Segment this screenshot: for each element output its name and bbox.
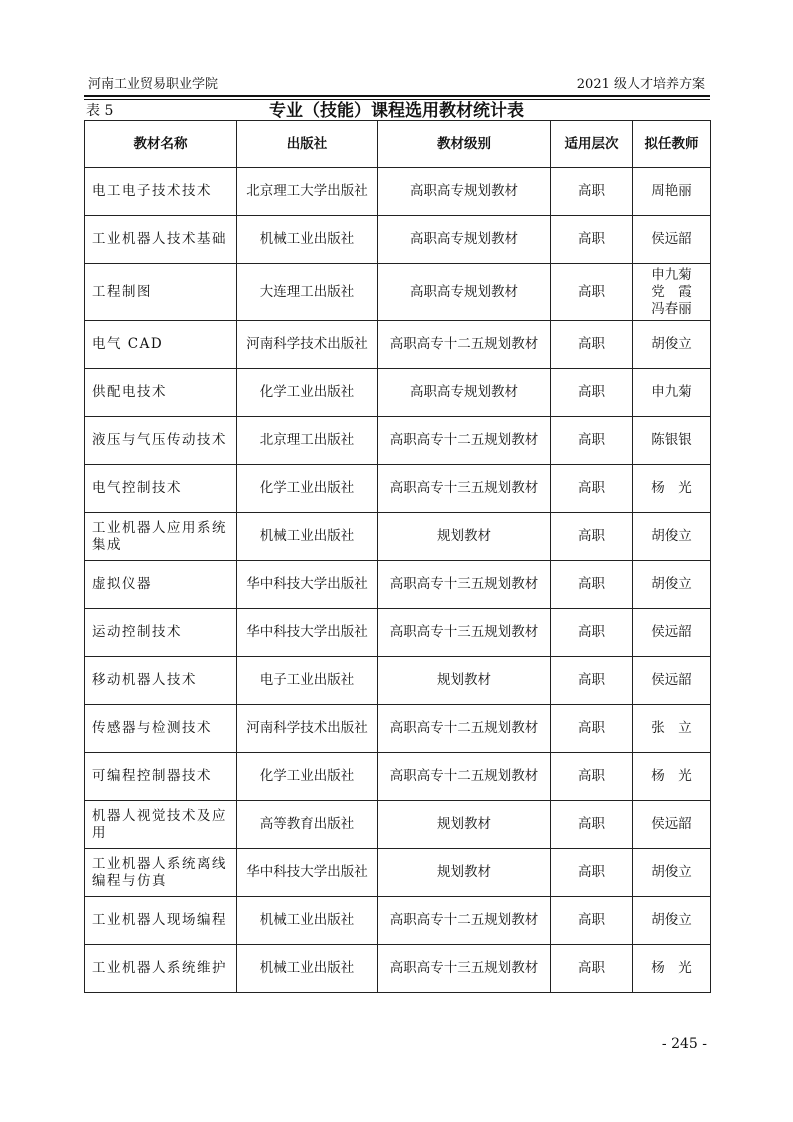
column-header-textbook-level: 教材级别 bbox=[378, 121, 551, 168]
textbook-name-cell: 电工电子技术技术 bbox=[85, 168, 237, 216]
textbook-level-cell: 高职高专十三五规划教材 bbox=[378, 465, 551, 513]
table-row bbox=[85, 465, 711, 513]
teacher-name: 侯远韶 bbox=[651, 816, 692, 832]
teacher-name: 胡俊立 bbox=[651, 528, 692, 544]
publisher-cell: 河南科学技术出版社 bbox=[237, 321, 378, 369]
applicable-tier-cell: 高职 bbox=[551, 561, 633, 609]
table-body bbox=[85, 168, 711, 993]
applicable-tier-cell: 高职 bbox=[551, 705, 633, 753]
textbook-name-cell: 工程制图 bbox=[85, 264, 237, 321]
teacher-name: 申九菊 bbox=[651, 266, 692, 283]
publisher-cell: 高等教育出版社 bbox=[237, 801, 378, 849]
textbook-name-cell: 工业机器人系统离线编程与仿真 bbox=[85, 849, 237, 897]
applicable-tier-cell: 高职 bbox=[551, 849, 633, 897]
publisher-cell: 华中科技大学出版社 bbox=[237, 609, 378, 657]
publisher-cell: 机械工业出版社 bbox=[237, 216, 378, 264]
teacher-name: 杨 光 bbox=[651, 960, 692, 976]
textbook-level-cell: 高职高专十三五规划教材 bbox=[378, 609, 551, 657]
teacher-name: 张 立 bbox=[651, 720, 692, 736]
textbook-level-cell: 规划教材 bbox=[378, 513, 551, 561]
teacher-cell bbox=[633, 945, 711, 993]
publisher-cell: 北京理工出版社 bbox=[237, 417, 378, 465]
publisher-cell: 机械工业出版社 bbox=[237, 945, 378, 993]
table-title: 专业（技能）课程选用教材统计表 bbox=[269, 101, 524, 121]
applicable-tier-cell: 高职 bbox=[551, 801, 633, 849]
teacher-cell bbox=[633, 417, 711, 465]
publisher-cell: 华中科技大学出版社 bbox=[237, 561, 378, 609]
applicable-tier-cell: 高职 bbox=[551, 945, 633, 993]
teacher-cell bbox=[633, 705, 711, 753]
column-header-teacher: 拟任教师 bbox=[633, 121, 711, 168]
publisher-cell: 机械工业出版社 bbox=[237, 513, 378, 561]
textbook-level-cell: 高职高专规划教材 bbox=[378, 369, 551, 417]
applicable-tier-cell: 高职 bbox=[551, 513, 633, 561]
publisher-cell: 北京理工大学出版社 bbox=[237, 168, 378, 216]
teacher-name: 侯远韶 bbox=[651, 624, 692, 640]
textbook-name-cell: 供配电技术 bbox=[85, 369, 237, 417]
applicable-tier-cell: 高职 bbox=[551, 897, 633, 945]
table-row bbox=[85, 168, 711, 216]
table-label: 表 5 bbox=[86, 103, 114, 119]
table-row bbox=[85, 321, 711, 369]
table-row bbox=[85, 417, 711, 465]
teacher-name: 侯远韶 bbox=[651, 231, 692, 247]
teacher-cell bbox=[633, 216, 711, 264]
table-row bbox=[85, 801, 711, 849]
teacher-cell bbox=[633, 753, 711, 801]
textbook-level-cell: 规划教材 bbox=[378, 657, 551, 705]
textbook-level-cell: 高职高专规划教材 bbox=[378, 168, 551, 216]
textbook-level-cell: 高职高专十三五规划教材 bbox=[378, 945, 551, 993]
header-rule-thick bbox=[84, 95, 710, 97]
applicable-tier-cell: 高职 bbox=[551, 609, 633, 657]
table-row bbox=[85, 369, 711, 417]
teacher-cell bbox=[633, 849, 711, 897]
table-header-row bbox=[85, 121, 711, 168]
column-header-applicable-tier: 适用层次 bbox=[551, 121, 633, 168]
publisher-cell: 机械工业出版社 bbox=[237, 897, 378, 945]
teacher-cell bbox=[633, 609, 711, 657]
textbook-level-cell: 高职高专十二五规划教材 bbox=[378, 321, 551, 369]
textbook-level-cell: 高职高专十二五规划教材 bbox=[378, 417, 551, 465]
teacher-name: 冯春丽 bbox=[651, 300, 692, 317]
textbook-name-cell: 移动机器人技术 bbox=[85, 657, 237, 705]
header-school-name: 河南工业贸易职业学院 bbox=[88, 77, 219, 92]
table-row bbox=[85, 753, 711, 801]
textbook-level-cell: 高职高专十二五规划教材 bbox=[378, 705, 551, 753]
textbook-name-cell: 电气控制技术 bbox=[85, 465, 237, 513]
textbook-name-cell: 机器人视觉技术及应用 bbox=[85, 801, 237, 849]
applicable-tier-cell: 高职 bbox=[551, 369, 633, 417]
publisher-cell: 河南科学技术出版社 bbox=[237, 705, 378, 753]
teacher-name: 申九菊 bbox=[651, 384, 692, 400]
teacher-cell bbox=[633, 897, 711, 945]
textbook-name-cell: 液压与气压传动技术 bbox=[85, 417, 237, 465]
table-row bbox=[85, 897, 711, 945]
publisher-cell: 华中科技大学出版社 bbox=[237, 849, 378, 897]
textbook-name-cell: 虚拟仪器 bbox=[85, 561, 237, 609]
teacher-cell bbox=[633, 465, 711, 513]
applicable-tier-cell: 高职 bbox=[551, 465, 633, 513]
teacher-cell bbox=[633, 168, 711, 216]
textbook-name-cell: 工业机器人应用系统集成 bbox=[85, 513, 237, 561]
textbook-level-cell: 高职高专十二五规划教材 bbox=[378, 897, 551, 945]
applicable-tier-cell: 高职 bbox=[551, 264, 633, 321]
column-header-textbook-name: 教材名称 bbox=[85, 121, 237, 168]
applicable-tier-cell: 高职 bbox=[551, 753, 633, 801]
table-row bbox=[85, 705, 711, 753]
applicable-tier-cell: 高职 bbox=[551, 321, 633, 369]
teacher-name: 陈银银 bbox=[651, 432, 692, 448]
teacher-name: 杨 光 bbox=[651, 768, 692, 784]
teacher-cell bbox=[633, 657, 711, 705]
textbook-table bbox=[84, 120, 711, 993]
textbook-level-cell: 高职高专规划教材 bbox=[378, 216, 551, 264]
teacher-name: 侯远韶 bbox=[651, 672, 692, 688]
teacher-cell bbox=[633, 561, 711, 609]
table-row bbox=[85, 216, 711, 264]
publisher-cell: 化学工业出版社 bbox=[237, 753, 378, 801]
teacher-cell bbox=[633, 321, 711, 369]
applicable-tier-cell: 高职 bbox=[551, 168, 633, 216]
teacher-name: 党 霞 bbox=[651, 283, 692, 300]
textbook-name-cell: 可编程控制器技术 bbox=[85, 753, 237, 801]
page-number: - 245 - bbox=[661, 1036, 707, 1052]
column-header-publisher: 出版社 bbox=[237, 121, 378, 168]
table-row bbox=[85, 657, 711, 705]
header-document-title: 2021 级人才培养方案 bbox=[576, 77, 705, 92]
table-row bbox=[85, 609, 711, 657]
table-row bbox=[85, 849, 711, 897]
textbook-level-cell: 高职高专规划教材 bbox=[378, 264, 551, 321]
applicable-tier-cell: 高职 bbox=[551, 417, 633, 465]
teacher-name: 胡俊立 bbox=[651, 576, 692, 592]
textbook-name-cell: 传感器与检测技术 bbox=[85, 705, 237, 753]
table-row bbox=[85, 513, 711, 561]
teacher-cell bbox=[633, 801, 711, 849]
textbook-name-cell: 运动控制技术 bbox=[85, 609, 237, 657]
textbook-level-cell: 规划教材 bbox=[378, 849, 551, 897]
teacher-cell bbox=[633, 513, 711, 561]
textbook-level-cell: 高职高专十三五规划教材 bbox=[378, 561, 551, 609]
publisher-cell: 电子工业出版社 bbox=[237, 657, 378, 705]
textbook-name-cell: 工业机器人现场编程 bbox=[85, 897, 237, 945]
textbook-name-cell: 工业机器人系统维护 bbox=[85, 945, 237, 993]
teacher-cell bbox=[633, 264, 711, 321]
teacher-name: 胡俊立 bbox=[651, 864, 692, 880]
applicable-tier-cell: 高职 bbox=[551, 216, 633, 264]
table-row bbox=[85, 264, 711, 321]
publisher-cell: 化学工业出版社 bbox=[237, 369, 378, 417]
textbook-level-cell: 规划教材 bbox=[378, 801, 551, 849]
publisher-cell: 化学工业出版社 bbox=[237, 465, 378, 513]
textbook-name-cell: 电气 CAD bbox=[85, 321, 237, 369]
teacher-cell bbox=[633, 369, 711, 417]
publisher-cell: 大连理工出版社 bbox=[237, 264, 378, 321]
teacher-name: 胡俊立 bbox=[651, 336, 692, 352]
table-row bbox=[85, 945, 711, 993]
table-row bbox=[85, 561, 711, 609]
teacher-name: 杨 光 bbox=[651, 480, 692, 496]
textbook-level-cell: 高职高专十二五规划教材 bbox=[378, 753, 551, 801]
teacher-name: 胡俊立 bbox=[651, 912, 692, 928]
textbook-name-cell: 工业机器人技术基础 bbox=[85, 216, 237, 264]
applicable-tier-cell: 高职 bbox=[551, 657, 633, 705]
teacher-name: 周艳丽 bbox=[651, 183, 692, 199]
